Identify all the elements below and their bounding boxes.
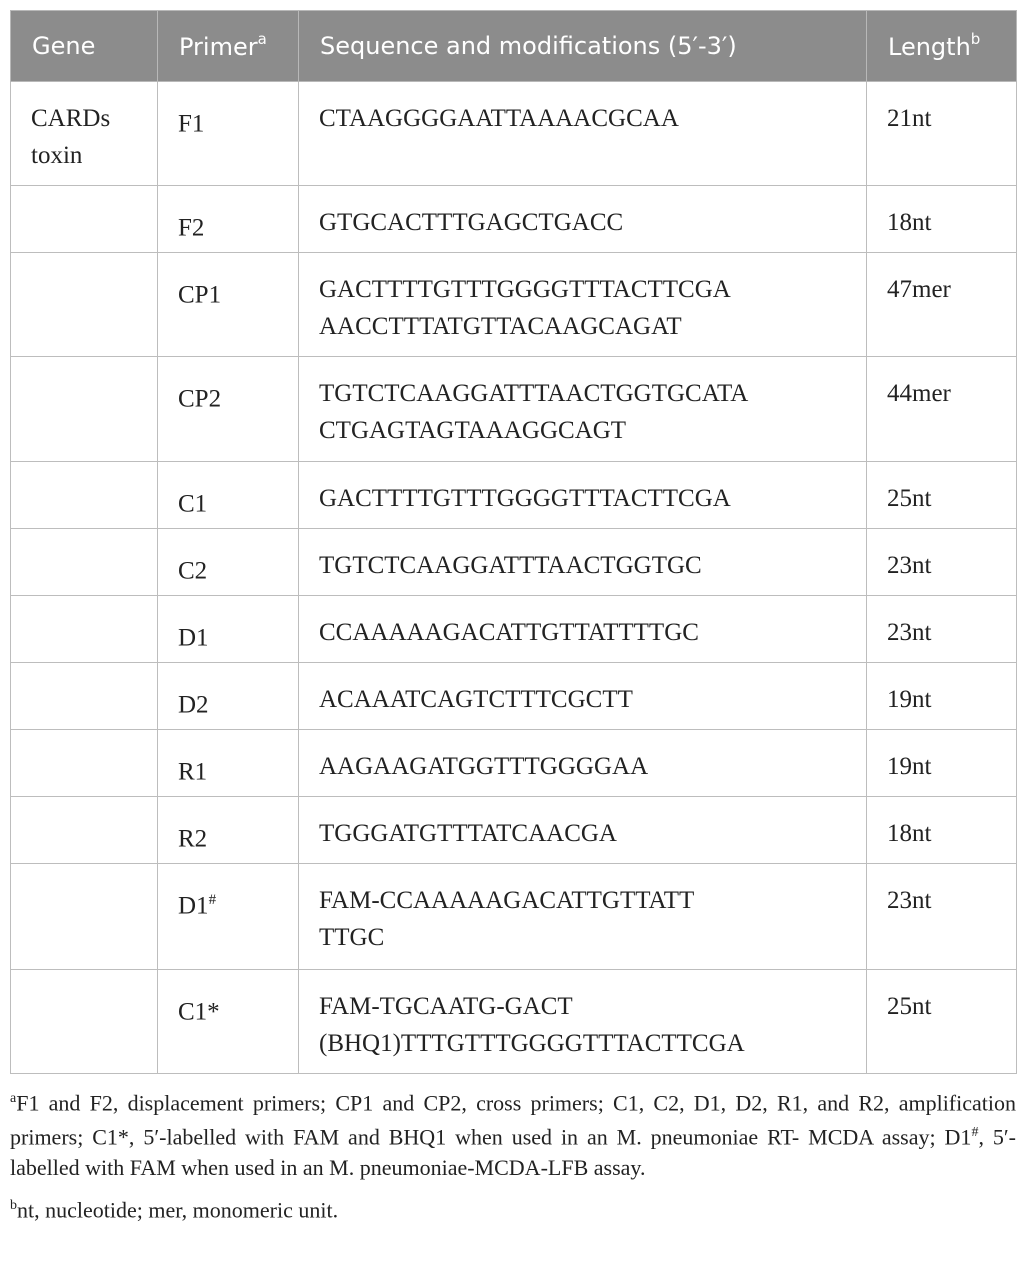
- header-length: Length$^b$: [867, 11, 1017, 82]
- table-row: [11, 797, 1017, 864]
- table-row: [11, 529, 1017, 596]
- table-row: [11, 186, 1017, 253]
- gene-cell: [11, 186, 158, 253]
- primer-cell: C2: [158, 529, 299, 596]
- length-cell: 21nt: [867, 82, 1017, 186]
- gene-cell: CARDs toxin: [11, 82, 158, 186]
- gene-cell: [11, 797, 158, 864]
- header-row: [11, 11, 1017, 82]
- primer-table: [10, 10, 1017, 1074]
- table-footnotes: [10, 1084, 1016, 1225]
- sequence-cell: CCAAAAAGACATTGTTATTTTGC: [299, 596, 867, 663]
- table-row: [11, 462, 1017, 529]
- length-cell: 23nt: [867, 864, 1017, 970]
- table-row: [11, 253, 1017, 357]
- sequence-cell: AAGAAGATGGTTTGGGGAA: [299, 730, 867, 797]
- sequence-cell: TGTCTCAAGGATTTAACTGGTGCATA CTGAGTAGTAAAGGCAGT: [299, 357, 867, 462]
- gene-cell: [11, 462, 158, 529]
- length-cell: 18nt: [867, 797, 1017, 864]
- primer-cell: R2: [158, 797, 299, 864]
- length-cell: 19nt: [867, 730, 1017, 797]
- length-cell: 47mer: [867, 253, 1017, 357]
- gene-cell: [11, 357, 158, 462]
- footnote-b: $^b$nt, nucleotide; mer, monomeric unit.: [10, 1196, 339, 1222]
- primer-cell: C1*: [158, 970, 299, 1074]
- gene-cell: [11, 529, 158, 596]
- primer-table-figure: [10, 10, 1016, 1233]
- sequence-cell: GACTTTTGTTTGGGGTTTACTTCGA AACCTTTATGTTACAAGCAGAT: [299, 253, 867, 357]
- primer-cell: F2: [158, 186, 299, 253]
- length-cell: 19nt: [867, 663, 1017, 730]
- header-gene: Gene: [11, 11, 158, 82]
- primer-cell: R1: [158, 730, 299, 797]
- sequence-cell: FAM-TGCAATG-GACT (BHQ1)TTTGTTTGGGGTTTACTTCGA: [299, 970, 867, 1074]
- table-row: [11, 864, 1017, 970]
- header-length-sup: b: [970, 29, 981, 48]
- sequence-cell: FAM-CCAAAAAGACATTGTTATT TTGC: [299, 864, 867, 970]
- sequence-cell: ACAAATCAGTCTTTCGCTT: [299, 663, 867, 730]
- primer-cell: D1#: [158, 864, 299, 970]
- sequence-cell: GTGCACTTTGAGCTGACC: [299, 186, 867, 253]
- table-row: [11, 730, 1017, 797]
- gene-cell: [11, 663, 158, 730]
- length-cell: 44mer: [867, 357, 1017, 462]
- table-row: [11, 663, 1017, 730]
- footnote-a: $^a$F1 and F2, displacement primers; CP1 and CP2, cross primers; C1, C2, D1, D2, R1, and R2, amplification primers; C1*, 5′-labelled with FAM and BHQ1 when used in an M. pneumoniae RT- MCDA assay; D1#, 5′-labelled with FAM when used in an M. pneumoniae-MCDA-LFB assay.: [10, 1090, 1017, 1180]
- sequence-cell: TGGGATGTTTATCAACGA: [299, 797, 867, 864]
- gene-cell: [11, 970, 158, 1074]
- table-row: [11, 970, 1017, 1074]
- table-row: [11, 596, 1017, 663]
- primer-cell: D2: [158, 663, 299, 730]
- primer-cell: F1: [158, 82, 299, 186]
- length-cell: 23nt: [867, 529, 1017, 596]
- table-row: [11, 82, 1017, 186]
- length-cell: 23nt: [867, 596, 1017, 663]
- length-cell: 25nt: [867, 970, 1017, 1074]
- header-primer: Primer$^a$: [158, 11, 299, 82]
- primer-cell: CP2: [158, 357, 299, 462]
- header-primer-sup: a: [257, 29, 267, 48]
- length-cell: 25nt: [867, 462, 1017, 529]
- sequence-cell: CTAAGGGGAATTAAAACGCAA: [299, 82, 867, 186]
- gene-cell: [11, 864, 158, 970]
- header-sequence: Sequence and modifications (5′-3′): [299, 11, 867, 82]
- gene-cell: [11, 253, 158, 357]
- primer-cell: C1: [158, 462, 299, 529]
- primer-cell: CP1: [158, 253, 299, 357]
- table-row: [11, 357, 1017, 462]
- gene-cell: [11, 730, 158, 797]
- gene-cell: [11, 596, 158, 663]
- length-cell: 18nt: [867, 186, 1017, 253]
- primer-cell: D1: [158, 596, 299, 663]
- sequence-cell: GACTTTTGTTTGGGGTTTACTTCGA: [299, 462, 867, 529]
- sequence-cell: TGTCTCAAGGATTTAACTGGTGC: [299, 529, 867, 596]
